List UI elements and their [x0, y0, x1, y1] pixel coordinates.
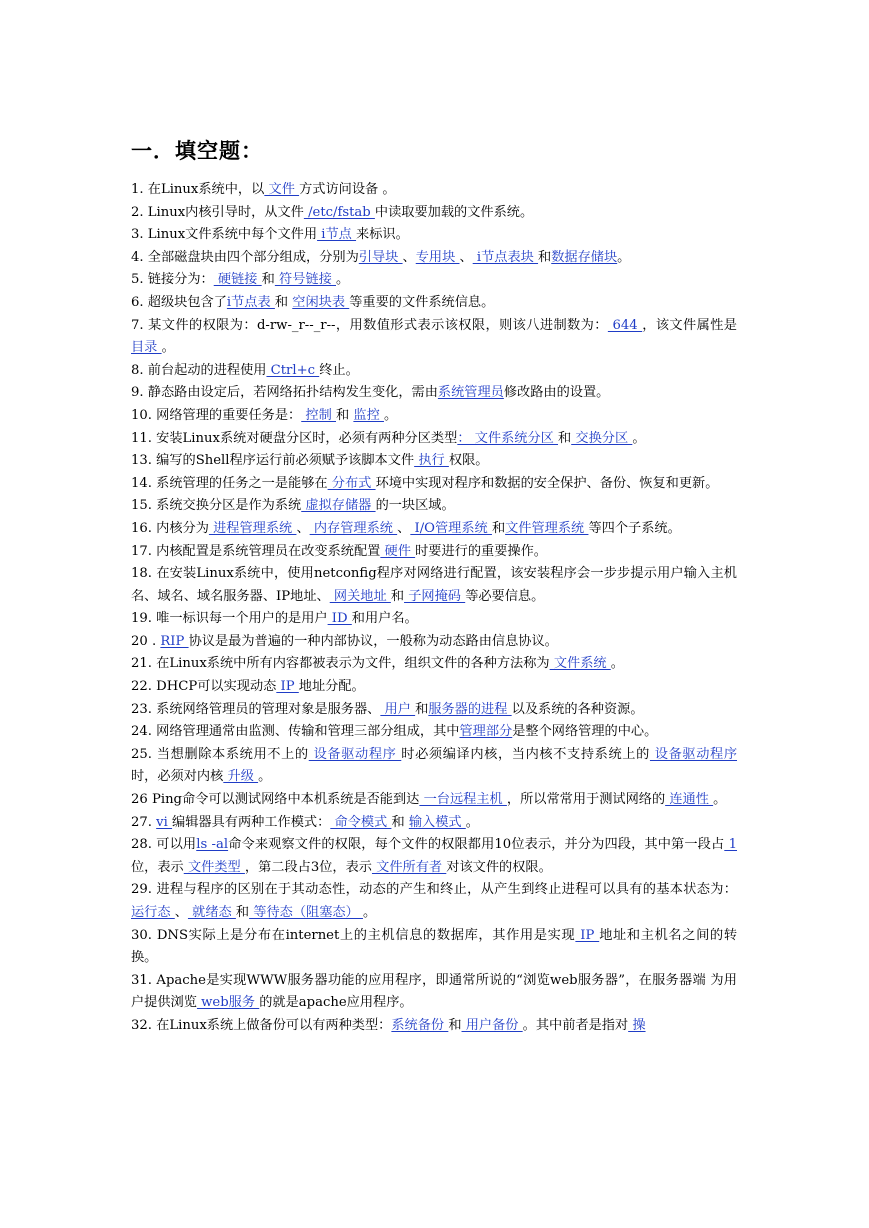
question-item	[131, 247, 737, 270]
answer-blank: RIP	[160, 633, 189, 649]
answer-blank: 文件	[264, 182, 300, 197]
question-text: 8. 前台起动的进程使用	[131, 362, 267, 378]
question-text: 和	[235, 905, 250, 920]
question-text: 终止。	[319, 362, 359, 378]
answer-blank: 等待态（阻塞态）	[249, 905, 363, 920]
question-text: 、	[402, 249, 416, 265]
question-text: 的一块区域。	[375, 498, 455, 514]
question-item	[131, 179, 737, 202]
question-text: 。	[336, 272, 350, 288]
answer-blank: 文件管理系统	[505, 520, 589, 536]
question-text: 和	[336, 407, 354, 423]
question-text: 2. Linux内核引导时，从文件	[131, 204, 304, 220]
answer-blank: vi	[156, 814, 173, 830]
answer-blank: ID	[327, 611, 352, 627]
question-item	[131, 202, 737, 225]
question-text: 和	[274, 294, 293, 310]
question-text: 23. 系统网络管理员的管理对象是服务器、	[131, 701, 381, 717]
answer-blank: i节点表	[226, 294, 275, 310]
question-text: 18. 在安装Linux系统中，使用netconfig程序对网络进行配置，该安装程序会一步步提示用户输入主机名、域名、域名服务器、IP地址、	[131, 566, 737, 604]
answer-blank: 硬链接	[213, 272, 262, 288]
question-item	[131, 269, 737, 292]
answer-blank: 硬件	[380, 543, 416, 559]
answer-blank: 文件类型	[183, 859, 245, 875]
question-text: 20 .	[131, 633, 161, 649]
question-text: 方式访问设备 。	[299, 182, 396, 197]
question-text: 命令来观察文件的权限，每个文件的权限都用10位表示，并分为四段，其中第一段占	[228, 837, 725, 853]
question-text: 19. 唯一标识每一个用户的是用户	[131, 611, 328, 627]
answer-blank: 输入模式	[408, 814, 466, 830]
question-text: 28. 可以用	[131, 837, 197, 853]
question-item	[131, 653, 737, 676]
question-text: 21. 在Linux系统中所有内容都被表示为文件，组织文件的各种方法称为	[131, 656, 550, 672]
answer-blank: i节点表块	[472, 249, 539, 265]
answer-blank: 目录	[131, 340, 162, 356]
answer-blank: 设备驱动程序	[308, 746, 402, 762]
answer-blank: 数据存储块	[551, 249, 618, 265]
answer-blank: 分布式	[327, 475, 376, 491]
answer-blank: 网关地址	[329, 588, 391, 604]
question-text: 26 Ping命令可以测试网络中本机系统是否能到达	[131, 792, 420, 808]
question-text: 时要进行的重要操作。	[415, 543, 547, 559]
question-text: ，所以常常用于测试网络的	[506, 792, 666, 808]
question-text: 10. 网络管理的重要任务是：	[131, 407, 302, 423]
question-item	[131, 834, 737, 879]
answer-blank: 控制	[301, 407, 336, 423]
answer-blank: 交换分区	[571, 430, 633, 446]
answer-blank: web服务	[196, 995, 260, 1011]
question-item	[131, 970, 737, 1015]
question-text: 14. 系统管理的任务之一是能够在	[131, 475, 328, 491]
question-text: 3. Linux文件系统中每个文件用	[131, 227, 318, 243]
question-text: 中读取要加载的文件系统。	[374, 204, 534, 220]
answer-blank: 文件系统	[549, 656, 611, 672]
question-text: 和	[538, 249, 552, 265]
question-item	[131, 699, 737, 722]
question-item	[131, 495, 737, 518]
question-text: 。	[610, 656, 624, 672]
question-text: 权限。	[448, 453, 489, 469]
question-text: 、	[397, 520, 411, 536]
answer-blank: 文件所有者	[371, 859, 447, 875]
question-text: 。	[465, 814, 479, 830]
question-text: 、	[296, 520, 310, 536]
question-item	[131, 360, 737, 383]
question-item	[131, 563, 737, 608]
question-text: 等重要的文件系统信息。	[349, 294, 495, 310]
question-text: 1. 在Linux系统中，以	[131, 182, 265, 197]
answer-blank: i节点	[317, 227, 357, 243]
question-text: 和	[558, 430, 572, 446]
question-text: 和	[415, 701, 429, 717]
question-item	[131, 925, 737, 970]
answer-blank: Ctrl+c	[266, 362, 320, 378]
question-text: 等必要信息。	[465, 588, 545, 604]
question-text: 。	[617, 249, 631, 265]
question-text: ，该文件属性是	[642, 317, 737, 333]
question-item	[131, 541, 737, 564]
question-item	[131, 721, 737, 744]
question-text: 和	[491, 520, 506, 536]
answer-blank: 进程管理系统	[208, 520, 297, 536]
question-text: 32. 在Linux系统上做备份可以有两种类型：	[131, 1017, 392, 1033]
answer-blank: 空闲块表	[292, 294, 350, 310]
answer-blank: 符号链接	[274, 272, 336, 288]
question-text: 13. 编写的Shell程序运行前必须赋予该脚本文件	[131, 453, 415, 469]
question-text: 和用户名。	[351, 611, 418, 627]
question-text: 地址分配。	[298, 679, 365, 695]
question-text: 22. DHCP可以实现动态	[131, 679, 277, 695]
answer-blank: 1	[724, 837, 738, 853]
question-text: 来标识。	[356, 227, 409, 243]
answer-blank: 一台远程主机	[419, 792, 507, 808]
answer-blank: /etc/fstab	[303, 204, 375, 220]
question-item	[131, 224, 737, 247]
answer-blank: 子网掩码	[404, 588, 466, 604]
question-text: 。	[383, 407, 398, 423]
question-text: 和	[261, 272, 275, 288]
question-text: 、	[459, 249, 473, 265]
question-text: 以及系统的各种资源。	[511, 701, 644, 717]
question-item	[131, 676, 737, 699]
question-text: 时必须编译内核，当内核不支持系统上的	[401, 746, 650, 762]
answer-blank: 命令模式	[330, 814, 392, 830]
question-item	[131, 631, 737, 654]
question-text: 31. Apache是实现WWW服务器功能的应用程序，即通常所说的“浏览web服务器”，在服务器端 为用户提供浏览	[131, 972, 737, 1011]
answer-blank: I/O管理系统	[410, 520, 492, 536]
question-text: 等四个子系统。	[588, 520, 681, 536]
question-text: 位，表示	[131, 859, 184, 875]
question-text: 。	[161, 340, 175, 356]
question-text: 11. 安装Linux系统对硬盘分区时，必须有两种分区类型	[131, 430, 458, 446]
question-text: 4. 全部磁盘块由四个部分组成，分别为	[131, 249, 359, 265]
answer-blank: 644	[607, 317, 643, 333]
question-text: 17. 内核配置是系统管理员在改变系统配置	[131, 543, 381, 559]
question-text: 和	[391, 814, 409, 830]
question-item	[131, 428, 737, 451]
question-text: 时，必须对内核	[131, 769, 224, 785]
question-item	[131, 812, 737, 835]
question-item	[131, 382, 737, 405]
question-item	[131, 608, 737, 631]
question-text: 、	[174, 905, 188, 920]
answer-blank: ： 文件系统分区	[457, 430, 559, 446]
question-text: 27.	[131, 814, 157, 830]
question-item	[131, 879, 737, 924]
question-item	[131, 292, 737, 315]
answer-blank: 专用块	[415, 249, 460, 265]
answer-blank: 操	[628, 1017, 646, 1033]
question-item	[131, 789, 737, 812]
question-list	[131, 179, 737, 1038]
answer-blank: 连通性	[665, 792, 714, 808]
question-item	[131, 518, 737, 541]
question-text: 是整个网络管理的中心。	[512, 724, 658, 740]
answer-blank: 引导块	[358, 249, 403, 265]
answer-blank: ls -al	[196, 837, 229, 853]
question-text: 25. 当想删除本系统用不上的	[131, 746, 309, 762]
answer-blank: IP	[276, 679, 299, 695]
question-text: 16. 内核分为	[131, 520, 209, 536]
question-item	[131, 450, 737, 473]
question-text: 。其中前者是指对	[522, 1017, 629, 1033]
question-text: 24. 网络管理通常由监测、传输和管理三部分组成，其中	[131, 724, 460, 740]
question-text: 对该文件的权限。	[446, 859, 552, 875]
question-item	[131, 744, 737, 789]
answer-blank: 虚拟存储器	[301, 498, 376, 514]
section-title: 一．填空题：	[131, 138, 263, 163]
answer-blank: 监控	[353, 407, 384, 423]
question-text: 和	[390, 588, 405, 604]
question-text: 6. 超级块包含了	[131, 294, 227, 310]
question-text: 环境中实现对程序和数据的安全保护、备份、恢复和更新。	[375, 475, 719, 491]
question-text: 和	[448, 1017, 462, 1033]
question-text: 9. 静态路由设定后，若网络拓扑结构发生变化，需由	[131, 385, 438, 401]
answer-blank: 内存管理系统	[309, 520, 398, 536]
question-text: 地址和主机名之间的转换。	[131, 927, 738, 966]
answer-blank: 用户备份	[461, 1017, 523, 1033]
question-text: 。	[713, 792, 727, 808]
answer-blank: 设备驱动程序	[649, 746, 738, 762]
question-item	[131, 315, 737, 360]
question-text: 15. 系统交换分区是作为系统	[131, 498, 302, 514]
question-item	[131, 405, 737, 428]
answer-blank: 服务器的进程	[428, 701, 512, 717]
question-text: 5. 链接分为：	[131, 272, 214, 288]
answer-blank: 系统管理员	[437, 385, 504, 401]
document-page	[131, 135, 737, 1038]
answer-blank: 升级	[223, 769, 259, 785]
question-item	[131, 1015, 737, 1038]
question-text: 。	[362, 905, 377, 920]
answer-blank: 管理部分	[459, 724, 513, 740]
question-text: 编辑器具有两种工作模式：	[172, 814, 331, 830]
question-text: ，第二段占3位，表示	[244, 859, 372, 875]
answer-blank: 就绪态	[187, 905, 236, 920]
answer-blank: IP	[575, 927, 600, 943]
question-text: 。	[258, 769, 272, 785]
answer-blank: 系统备份	[391, 1017, 449, 1033]
question-text: 修改路由的设置。	[503, 385, 610, 401]
question-item	[131, 473, 737, 496]
question-text: 29. 进程与程序的区别在于其动态性，动态的产生和终止，从产生到终止进程可以具有的基本状态为：	[131, 882, 737, 898]
answer-blank: 运行态	[131, 905, 175, 920]
answer-blank: 执行	[414, 453, 449, 469]
question-text: 协议是最为普遍的一种内部协议，一般称为动态路由信息协议。	[188, 633, 558, 649]
question-text: 30. DNS实际上是分布在internet上的主机信息的数据库，其作用是实现	[131, 927, 576, 943]
question-text: 的就是apache应用程序。	[259, 995, 413, 1011]
question-text: 。	[632, 430, 646, 446]
answer-blank: 用户	[380, 701, 416, 717]
question-text: 7. 某文件的权限为：d-rw-_r--_r--，用数值形式表示该权限，则该八进制数为：	[131, 317, 608, 333]
